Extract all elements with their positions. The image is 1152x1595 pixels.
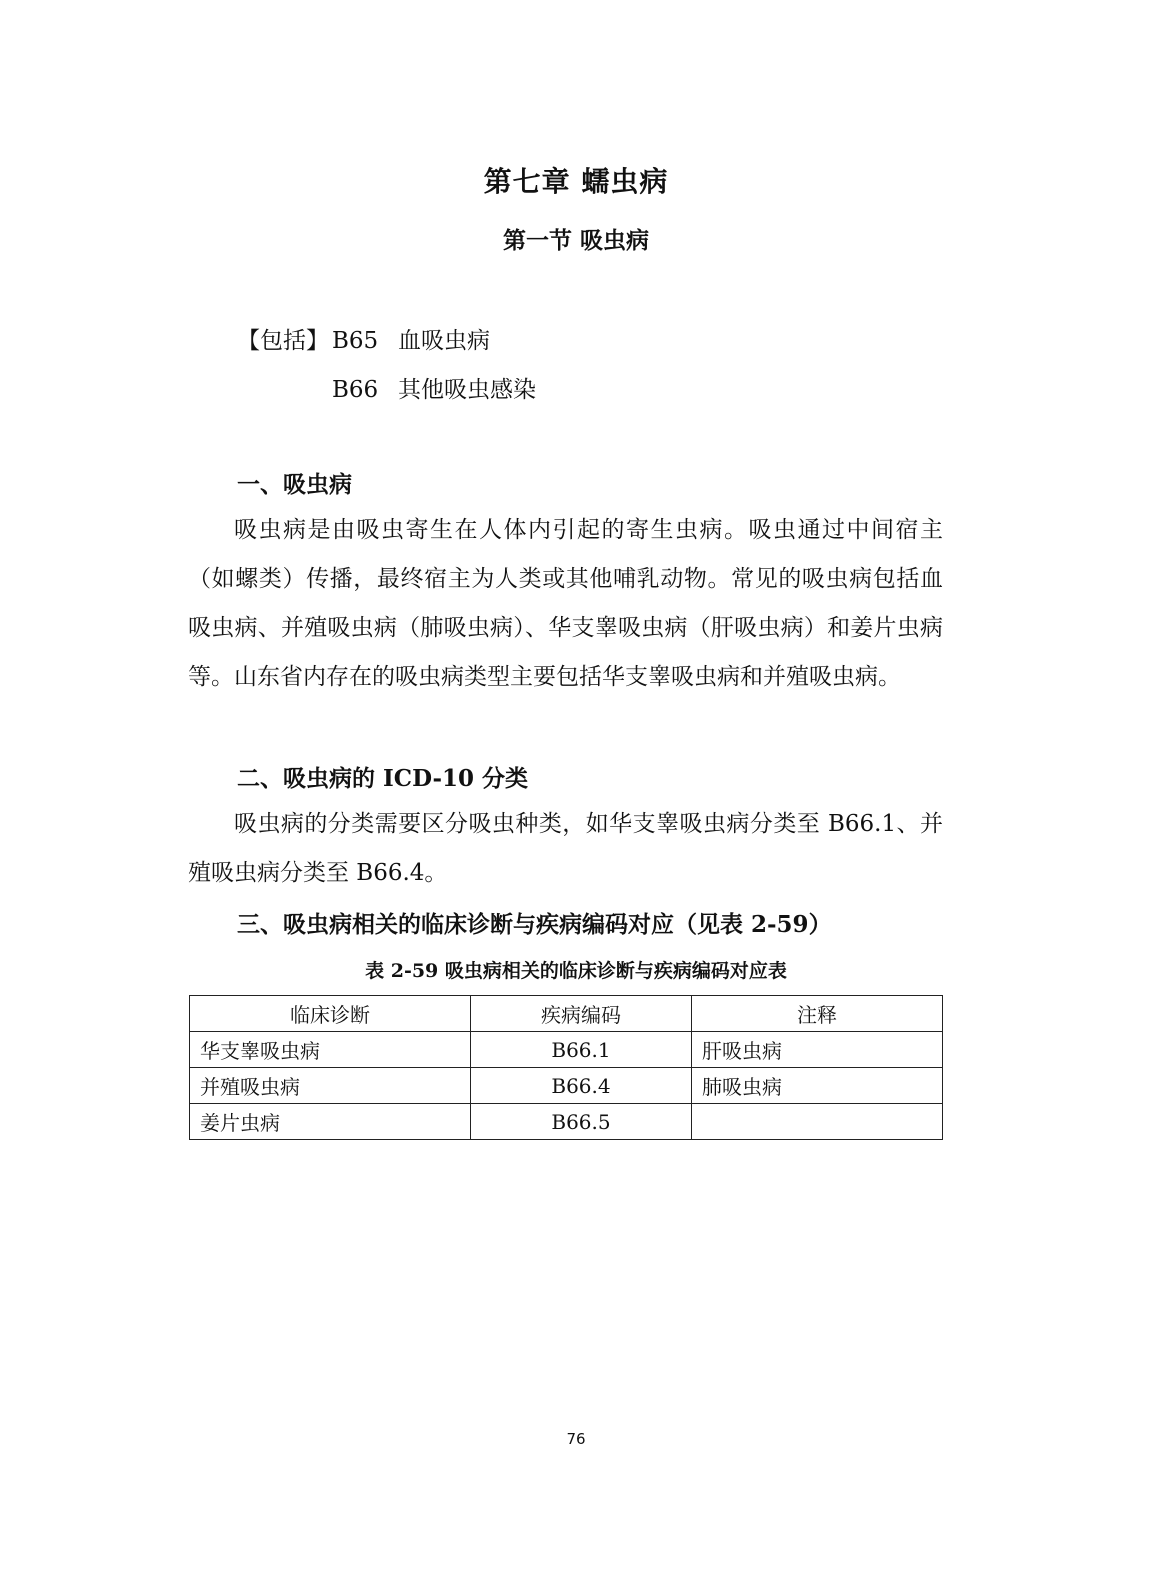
paragraph-classification: 吸虫病的分类需要区分吸虫种类，如华支睾吸虫病分类至 B66.1、并殖吸虫病分类至 B66.4。 [188, 811, 943, 886]
cell-code: B66.1 [471, 1032, 692, 1068]
cell-code: B66.5 [471, 1104, 692, 1140]
includes-block [237, 317, 536, 415]
cell-code: B66.4 [471, 1068, 692, 1104]
include-row [237, 317, 536, 366]
table-header-row [190, 996, 943, 1032]
cell-diagnosis: 姜片虫病 [190, 1104, 471, 1140]
cell-diagnosis: 华支睾吸虫病 [190, 1032, 471, 1068]
column-header-note: 注释 [692, 996, 943, 1032]
page-number: 76 [566, 1430, 586, 1448]
chapter-title: 第七章 蠕虫病 [483, 165, 669, 198]
include-row [237, 366, 536, 415]
include-name: 其他吸虫感染 [398, 377, 536, 403]
paragraph-overview: 吸虫病是由吸虫寄生在人体内引起的寄生虫病。吸虫通过中间宿主（如螺类）传播，最终宿主为人类或其他哺乳动物。常见的吸虫病包括血吸虫病、并殖吸虫病（肺吸虫病）、华支睾吸虫病（肝吸虫病）和姜片虫病等。山东省内存在的吸虫病类型主要包括华支睾吸虫病和并殖吸虫病。 [188, 517, 943, 690]
heading-icd10-classification: 二、吸虫病的 ICD-10 分类 [237, 765, 529, 792]
column-header-diagnosis: 临床诊断 [190, 996, 471, 1032]
section-title: 第一节 吸虫病 [502, 227, 649, 254]
cell-note: 肝吸虫病 [692, 1032, 943, 1068]
cell-diagnosis: 并殖吸虫病 [190, 1068, 471, 1104]
heading-code-mapping: 三、吸虫病相关的临床诊断与疾病编码对应（见表 2-59） [237, 911, 832, 938]
include-code: B65 [332, 328, 379, 354]
table-row [190, 1104, 943, 1140]
table-row [190, 1032, 943, 1068]
include-name: 血吸虫病 [398, 328, 490, 354]
diagnosis-code-table [189, 995, 943, 1140]
heading-trematodiasis: 一、吸虫病 [237, 471, 352, 498]
table-row [190, 1068, 943, 1104]
column-header-code: 疾病编码 [471, 996, 692, 1032]
table-caption: 表 2-59 吸虫病相关的临床诊断与疾病编码对应表 [365, 960, 787, 982]
cell-note: 肺吸虫病 [692, 1068, 943, 1104]
include-prefix: 【包括】 [237, 328, 329, 354]
cell-note [692, 1104, 943, 1140]
include-prefix-spacer [237, 366, 332, 415]
include-code: B66 [332, 377, 379, 403]
